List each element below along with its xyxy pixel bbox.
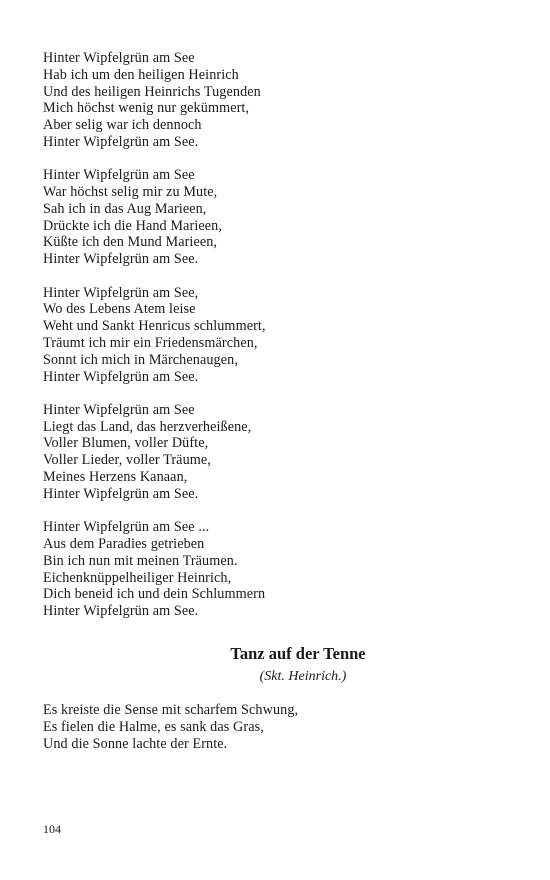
stanza-5 [43, 519, 513, 620]
poem-line: Hinter Wipfelgrün am See. [43, 485, 199, 502]
poem-line: Und des heiligen Heinrichs Tugenden [43, 83, 261, 100]
second-poem-stanza [43, 702, 513, 752]
poem-line: Es fielen die Halme, es sank das Gras, [43, 718, 264, 735]
poem-line: Träumt ich mir ein Friedensmärchen, [43, 334, 258, 351]
page-content [43, 50, 513, 769]
poem-line: Dich beneid ich und dein Schlummern [43, 586, 266, 603]
poem-line: Hinter Wipfelgrün am See. [43, 368, 199, 385]
poem-line: Voller Lieder, voller Träume, [43, 452, 211, 469]
stanza-3 [43, 285, 513, 386]
poem-line: Meines Herzens Kanaan, [43, 469, 188, 486]
stanza-1 [43, 50, 513, 151]
poem-line: Aus dem Paradies getrieben [43, 535, 205, 552]
poem-line: Hinter Wipfelgrün am See, [43, 284, 199, 301]
poem-line: Hinter Wipfelgrün am See ... [43, 519, 210, 536]
stanza-4 [43, 402, 513, 503]
poem-line: Hinter Wipfelgrün am See [43, 167, 195, 184]
poem-line: Sonnt ich mich in Märchenaugen, [43, 351, 238, 368]
stanza-2 [43, 167, 513, 268]
poem-title: Tanz auf der Tenne [230, 643, 366, 663]
poem-line: Liegt das Land, das herzverheißene, [43, 418, 252, 435]
poem-line: Mich höchst wenig nur gekümmert, [43, 100, 250, 117]
poem-line: Küßte ich den Mund Marieen, [43, 234, 218, 251]
poem-line: Voller Blumen, voller Düfte, [43, 435, 209, 452]
poem-line: Hab ich um den heiligen Heinrich [43, 66, 239, 83]
poem-line: Bin ich nun mit meinen Träumen. [43, 552, 238, 569]
poem-line: Drückte ich die Hand Marieen, [43, 217, 222, 234]
poem-line: Aber selig war ich dennoch [43, 117, 202, 134]
poem-line: War höchst selig mir zu Mute, [43, 184, 218, 201]
poem-line: Hinter Wipfelgrün am See. [43, 251, 199, 268]
poem-line: Hinter Wipfelgrün am See. [43, 603, 199, 620]
poem-line: Weht und Sankt Henricus schlummert, [43, 318, 266, 335]
poem-line: Sah ich in das Aug Marieen, [43, 200, 207, 217]
poem-line: Es kreiste die Sense mit scharfem Schwung, [43, 701, 299, 718]
poem-line: Eichenknüppelheiliger Heinrich, [43, 569, 232, 586]
poem-line: Hinter Wipfelgrün am See [43, 50, 195, 66]
poem-line: Und die Sonne lachte der Ernte. [43, 735, 228, 752]
poem-line: Wo des Lebens Atem leise [43, 301, 196, 318]
poem-subtitle: (Skt. Heinrich.) [259, 668, 347, 684]
poem-line: Hinter Wipfelgrün am See [43, 401, 195, 418]
page-number: 104 [43, 822, 61, 836]
poem-line: Hinter Wipfelgrün am See. [43, 133, 199, 150]
